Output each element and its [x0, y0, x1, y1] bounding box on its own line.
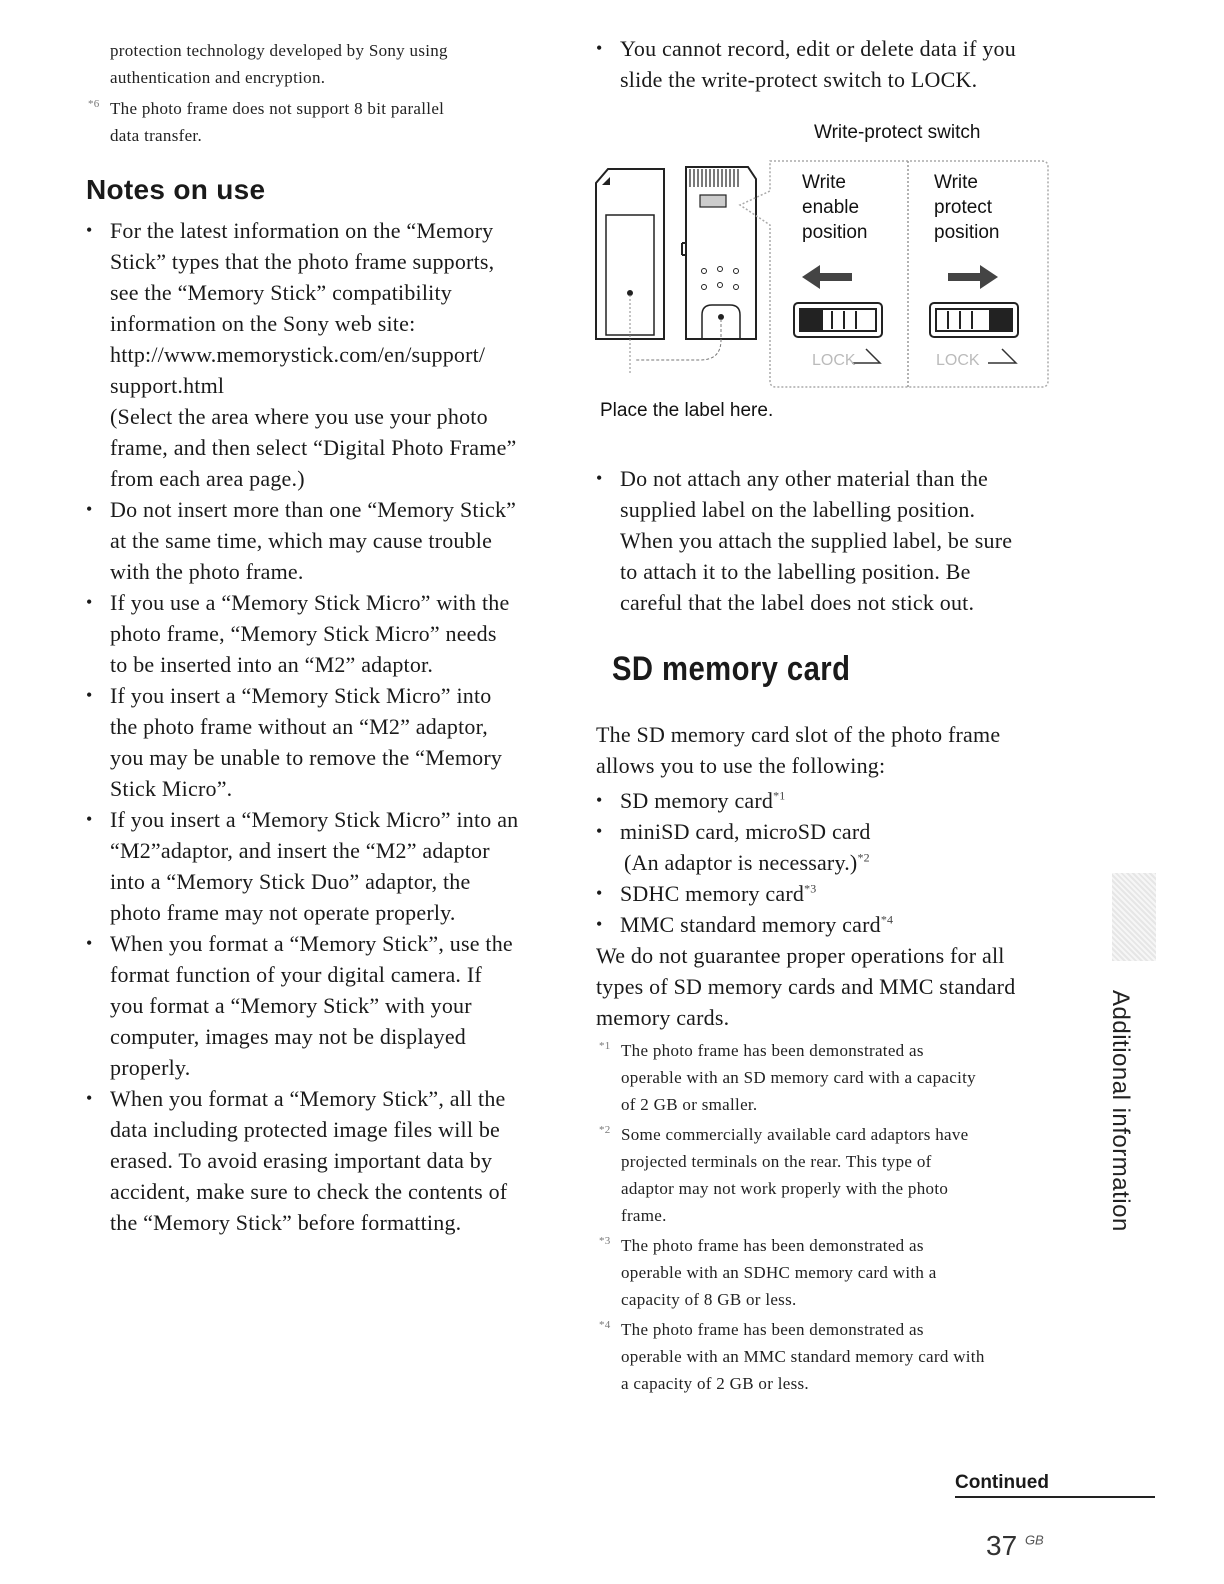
text-line: at the same time, which may cause trouble	[110, 528, 493, 553]
switch-protect-icon	[930, 303, 1018, 337]
list-item	[596, 909, 1066, 940]
footnote-line: The photo frame does not support 8 bit parallel	[110, 99, 445, 118]
write-protect-note	[596, 33, 1066, 95]
text-line: • For the latest information on the “Memory	[110, 218, 494, 243]
switch-enable-icon	[794, 303, 882, 337]
list-item	[86, 1083, 556, 1238]
label-note	[596, 463, 1066, 618]
list-item	[86, 928, 556, 1083]
text-line: the “Memory Stick” before formatting.	[110, 1210, 462, 1235]
text-line: format function of your digital camera. If	[110, 962, 482, 987]
text-line: The photo frame has been demonstrated as	[621, 1236, 924, 1255]
sd-list	[596, 785, 1066, 940]
footnote-line: protection technology developed by Sony using	[110, 41, 448, 60]
text-line: position	[934, 222, 1000, 243]
text-line: MMC standard memory card	[620, 912, 881, 937]
text-line: adaptor may not work properly with the photo	[621, 1179, 949, 1198]
footnote-marker: *4	[599, 1319, 611, 1331]
text-line: We do not guarantee proper operations for all	[596, 943, 1005, 968]
text-line: Write	[934, 172, 978, 193]
text-line: • Do not insert more than one “Memory Stick”	[110, 497, 517, 522]
sd-guarantee	[596, 940, 1066, 1033]
text-line: a capacity of 2 GB or less.	[621, 1374, 809, 1393]
footnote-ref: *3	[804, 881, 817, 896]
text-line: When you attach the supplied label, be sure	[620, 528, 1013, 553]
text-line: (An adaptor is necessary.)	[624, 850, 858, 875]
text-line: Write	[802, 172, 846, 193]
text-line: SDHC memory card	[620, 881, 805, 906]
text-line: you may be unable to remove the “Memory	[110, 745, 503, 770]
sd-footnote-3	[599, 1232, 1061, 1313]
text-line: • miniSD card, microSD card	[620, 819, 871, 844]
text-line: the photo frame without an “M2” adaptor,	[110, 714, 488, 739]
section-tab-marker	[1112, 873, 1156, 961]
list-item	[86, 804, 556, 928]
text-line: (Select the area where you use your photo	[110, 404, 488, 429]
write-protect-text	[934, 170, 1000, 245]
text-line: information on the Sony web site:	[110, 311, 416, 336]
list-item	[596, 463, 1066, 618]
text-line: Stick” types that the photo frame supports,	[110, 249, 495, 274]
notes-heading: Notes on use	[86, 174, 266, 205]
text-line: from each area page.)	[110, 466, 305, 491]
text-line: • If you insert a “Memory Stick Micro” into	[110, 683, 492, 708]
text-line: enable	[802, 197, 860, 218]
lock-arrow-icon	[852, 349, 1016, 363]
text-line: of 2 GB or smaller.	[621, 1095, 758, 1114]
text-line: SD memory card	[620, 788, 774, 813]
lock-text: LOCK	[812, 352, 856, 369]
text-line: to be inserted into an “M2” adaptor.	[110, 652, 434, 677]
text-line: supplied label on the labelling position.	[620, 497, 976, 522]
text-line: photo frame may not operate properly.	[110, 900, 456, 925]
place-label-caption: Place the label here.	[600, 400, 774, 421]
footnote-ref: *2	[857, 850, 870, 865]
sd-footnote-4	[599, 1316, 1061, 1397]
text-line: • If you use a “Memory Stick Micro” with the	[110, 590, 510, 615]
text-line: to attach it to the labelling position. Be	[620, 559, 971, 584]
sd-intro	[596, 719, 1066, 781]
footnote-marker: *2	[599, 1124, 611, 1136]
text-line: careful that the label does not stick out.	[620, 590, 975, 615]
write-protect-switch-label: Write-protect switch	[814, 122, 981, 143]
text-line: operable with an SDHC memory card with a	[621, 1263, 937, 1282]
arrow-left-icon	[802, 265, 852, 289]
footnote-6	[88, 95, 550, 149]
text-line: properly.	[110, 1055, 191, 1080]
text-line: • When you format a “Memory Stick”, use the	[110, 931, 513, 956]
text-line: projected terminals on the rear. This type of	[621, 1152, 932, 1171]
list-item	[596, 33, 1066, 95]
memory-stick-illustration	[596, 169, 664, 375]
text-line: photo frame, “Memory Stick Micro” needs	[110, 621, 497, 646]
footnote-marker: *1	[599, 1040, 611, 1052]
text-line: The photo frame has been demonstrated as	[621, 1320, 924, 1339]
text-line: with the photo frame.	[110, 559, 304, 584]
arrow-right-icon	[948, 265, 998, 289]
sd-footnote-2	[599, 1121, 1061, 1229]
text-line: operable with an SD memory card with a capacity	[621, 1068, 976, 1087]
text-line: • You cannot record, edit or delete data if you	[620, 36, 1016, 61]
list-item	[596, 785, 1066, 816]
footnote-marker: *6	[88, 98, 100, 110]
write-enable-text	[802, 170, 868, 245]
text-line: see the “Memory Stick” compatibility	[110, 280, 453, 305]
sd-heading: SD memory card	[612, 650, 851, 688]
page-number-value: 37	[986, 1530, 1018, 1561]
text-line: “M2”adaptor, and insert the “M2” adaptor	[110, 838, 490, 863]
notes-list	[86, 215, 556, 1238]
text-line: erased. To avoid erasing important data by	[110, 1148, 493, 1173]
continued-label: Continued	[955, 1472, 1049, 1493]
section-side-tab	[1092, 990, 1148, 1250]
footnote-marker: *3	[599, 1235, 611, 1247]
text-line: Stick Micro”.	[110, 776, 233, 801]
footer-rule	[955, 1496, 1155, 1498]
url-text: http://www.memorystick.com/en/support/	[110, 342, 486, 367]
text-line: into a “Memory Stick Duo” adaptor, the	[110, 869, 471, 894]
switch-callout-box	[740, 161, 1048, 387]
side-tab-text: Additional information	[1107, 990, 1134, 1232]
list-item	[86, 680, 556, 804]
text-line: types of SD memory cards and MMC standard	[596, 974, 1016, 999]
text-line: capacity of 8 GB or less.	[621, 1290, 797, 1309]
top-footnote-continuation	[110, 37, 550, 91]
list-item	[596, 878, 1066, 909]
text-line: accident, make sure to check the contents of	[110, 1179, 508, 1204]
text-line: • When you format a “Memory Stick”, all the	[110, 1086, 506, 1111]
text-line: frame, and then select “Digital Photo Frame”	[110, 435, 517, 460]
list-item	[86, 494, 556, 587]
list-item	[86, 215, 556, 494]
page-number	[986, 1530, 1044, 1562]
list-item	[86, 587, 556, 680]
text-line: protect	[934, 197, 993, 218]
text-line: • Do not attach any other material than the	[620, 466, 989, 491]
text-line: you format a “Memory Stick” with your	[110, 993, 472, 1018]
page-suffix: GB	[1024, 1532, 1044, 1548]
text-line: computer, images may not be displayed	[110, 1024, 466, 1049]
text-line: • If you insert a “Memory Stick Micro” into an	[110, 807, 519, 832]
footnote-line: authentication and encryption.	[110, 68, 326, 87]
url-text: support.html	[110, 373, 225, 398]
sd-footnote-1	[599, 1037, 1061, 1118]
text-line: memory cards.	[596, 1005, 730, 1030]
footnote-ref: *4	[880, 912, 894, 927]
footnote-ref: *1	[773, 788, 786, 803]
text-line: allows you to use the following:	[596, 753, 886, 778]
text-line: data including protected image files will be	[110, 1117, 501, 1142]
text-line: The photo frame has been demonstrated as	[621, 1041, 924, 1060]
text-line: Some commercially available card adaptors have	[621, 1125, 969, 1144]
text-line: frame.	[621, 1206, 667, 1225]
text-line: slide the write-protect switch to LOCK.	[620, 67, 978, 92]
text-line: operable with an MMC standard memory card with	[621, 1347, 985, 1366]
text-line: The SD memory card slot of the photo frame	[596, 722, 1001, 747]
text-line: position	[802, 222, 868, 243]
list-item	[596, 816, 1066, 878]
lock-text: LOCK	[936, 352, 980, 369]
footnote-line: data transfer.	[110, 126, 202, 145]
